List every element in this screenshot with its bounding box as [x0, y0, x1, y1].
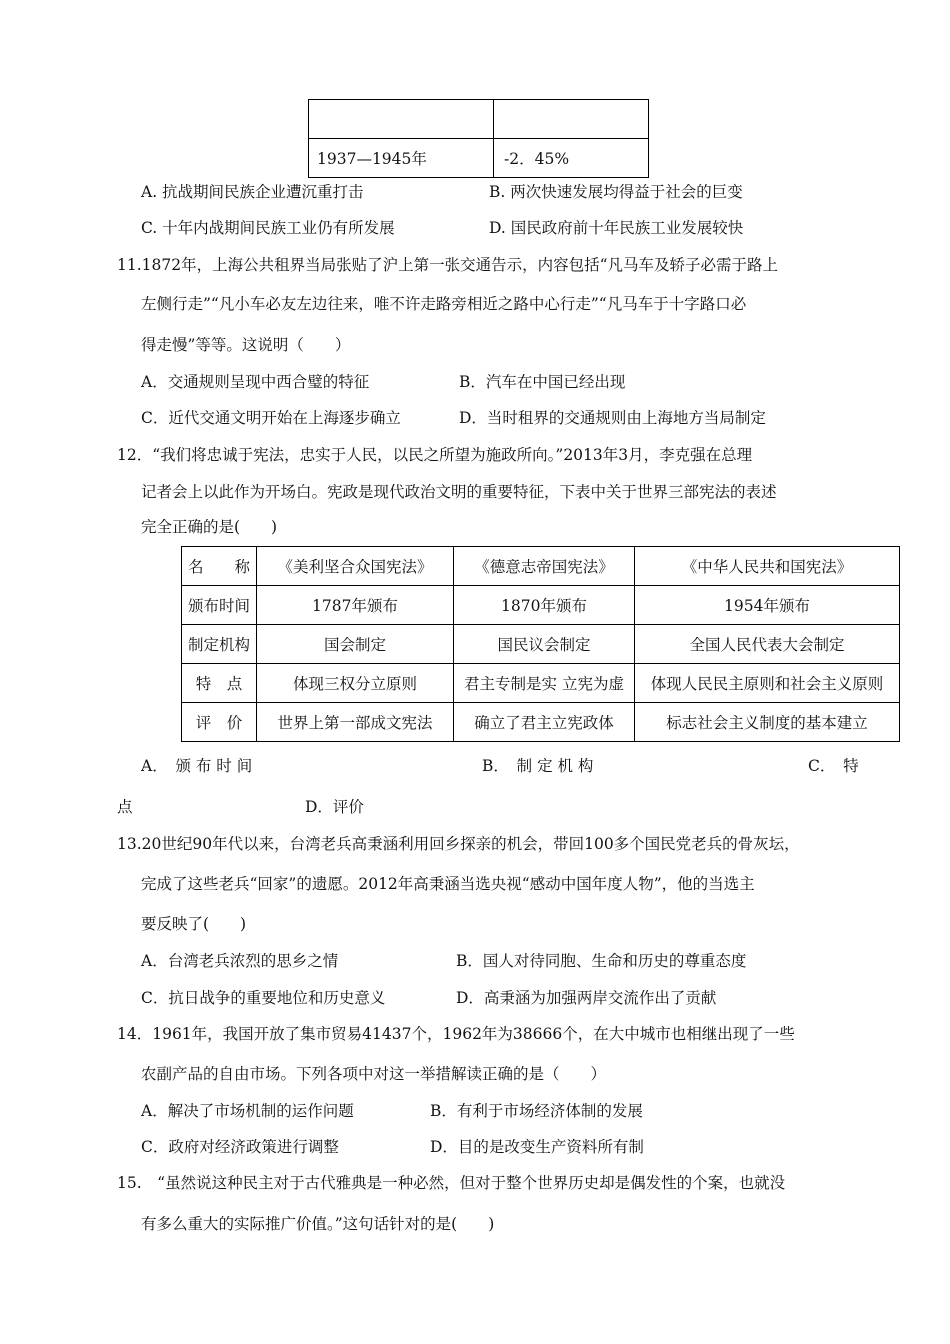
- table-cell: [494, 100, 649, 139]
- table-cell: 特 点: [182, 664, 257, 703]
- q14-option-d: D．目的是改变生产资料所有制: [430, 1138, 644, 1156]
- q14-option-c: C．政府对经济政策进行调整: [141, 1138, 339, 1156]
- table-cell: 全国人民代表大会制定: [635, 625, 900, 664]
- q12-option-d: D．评价: [305, 798, 364, 816]
- table-cell: 颁布时间: [182, 586, 257, 625]
- table-row: [182, 586, 900, 625]
- q11-stem-line-1: 11.1872年，上海公共租界当局张贴了沪上第一张交通告示，内容包括“凡马车及轿子必需于路上: [117, 256, 779, 274]
- q10-option-a: A. 抗战期间民族企业遭沉重打击: [141, 183, 364, 201]
- table-row: [182, 625, 900, 664]
- q11-option-a: A．交通规则呈现中西合璧的特征: [141, 373, 370, 391]
- q12-stem-line-1: 12．“我们将忠诚于宪法，忠实于人民，以民之所望为施政所向。”2013年3月，李克强在总理: [117, 446, 753, 464]
- table-cell: 评 价: [182, 703, 257, 742]
- q13-option-c: C．抗日战争的重要地位和历史意义: [141, 989, 386, 1007]
- q11-option-d: D．当时租界的交通规则由上海地方当局制定: [459, 409, 766, 427]
- table-cell: -2．45%: [494, 139, 649, 178]
- table-cell: 国民议会制定: [454, 625, 635, 664]
- table-cell: 体现三权分立原则: [257, 664, 454, 703]
- q14-option-a: A．解决了市场机制的运作问题: [141, 1102, 354, 1120]
- q13-option-d: D．高秉涵为加强两岸交流作出了贡献: [456, 989, 717, 1007]
- q10-option-d: D. 国民政府前十年民族工业发展较快: [489, 219, 744, 237]
- q14-option-b: B．有利于市场经济体制的发展: [430, 1102, 643, 1120]
- table-cell: 名 称: [182, 547, 257, 586]
- table-row: [309, 100, 649, 139]
- table-cell: 1870年颁布: [454, 586, 635, 625]
- table-cell: 《中华人民共和国宪法》: [635, 547, 900, 586]
- table-cell: 1937—1945年: [309, 139, 494, 178]
- q11-option-b: B．汽车在中国已经出现: [459, 373, 626, 391]
- table-cell: 体现人民民主原则和社会主义原则: [635, 664, 900, 703]
- table-cell: 世界上第一部成文宪法: [257, 703, 454, 742]
- q11-stem-line-2: 左侧行走”“凡小车必友左边往来，唯不许走路旁相近之路中心行走”“凡马车于十字路口必: [141, 295, 747, 313]
- table-row: [182, 547, 900, 586]
- q15-stem-line-2: 有多么重大的实际推广价值。”这句话针对的是( ): [141, 1215, 495, 1233]
- q12-stem-line-2: 记者会上以此作为开场白。宪政是现代政治文明的重要特征，下表中关于世界三部宪法的表述: [141, 483, 777, 501]
- q13-option-a: A．台湾老兵浓烈的思乡之情: [141, 952, 339, 970]
- table-cell: 《德意志帝国宪法》: [454, 547, 635, 586]
- q13-stem-line-1: 13.20世纪90年代以来，台湾老兵高秉涵利用回乡探亲的机会，带回100多个国民党老兵的骨灰坛，: [117, 835, 800, 853]
- q12-option-a: A． 颁 布 时 间: [141, 757, 253, 775]
- table-cell: 制定机构: [182, 625, 257, 664]
- table-cell: 国会制定: [257, 625, 454, 664]
- constitution-comparison-table: [181, 546, 900, 742]
- q12-stem-line-3: 完全正确的是( ): [141, 518, 278, 536]
- table-row: [182, 703, 900, 742]
- table-cell: 确立了君主立宪政体: [454, 703, 635, 742]
- table-cell: 1954年颁布: [635, 586, 900, 625]
- table-cell: [309, 100, 494, 139]
- q11-stem-line-3: 得走慢”等等。这说明（ ）: [141, 336, 351, 354]
- table-row: [182, 664, 900, 703]
- table-cell: 君主专制是实 立宪为虚: [454, 664, 635, 703]
- table-cell: 1787年颁布: [257, 586, 454, 625]
- q14-stem-line-1: 14．1961年，我国开放了集市贸易41437个，1962年为38666个，在大中城市也相继出现了一些: [117, 1025, 795, 1043]
- q13-option-b: B．国人对待同胞、生命和历史的尊重态度: [456, 952, 747, 970]
- q10-option-c: C. 十年内战期间民族工业仍有所发展: [141, 219, 395, 237]
- q12-option-c: C． 特: [808, 757, 859, 775]
- table-row: [309, 139, 649, 178]
- q15-stem-line-1: 15. “虽然说这种民主对于古代雅典是一种必然，但对于整个世界历史却是偶发性的个案，也就没: [117, 1174, 786, 1192]
- table-cell: 《美利坚合众国宪法》: [257, 547, 454, 586]
- q14-stem-line-2: 农副产品的自由市场。下列各项中对这一举措解读正确的是（ ）: [141, 1065, 607, 1083]
- q12-option-b: B． 制 定 机 构: [482, 757, 594, 775]
- industry-growth-table: [308, 99, 649, 178]
- q13-stem-line-2: 完成了这些老兵“回家”的遗愿。2012年高秉涵当选央视“感动中国年度人物”，他的当选主: [141, 875, 755, 893]
- q10-option-b: B. 两次快速发展均得益于社会的巨变: [489, 183, 743, 201]
- q11-option-c: C．近代交通文明开始在上海逐步确立: [141, 409, 401, 427]
- q13-stem-line-3: 要反映了( ): [141, 915, 247, 933]
- table-cell: 标志社会主义制度的基本建立: [635, 703, 900, 742]
- q12-option-c-continued: 点: [117, 798, 133, 816]
